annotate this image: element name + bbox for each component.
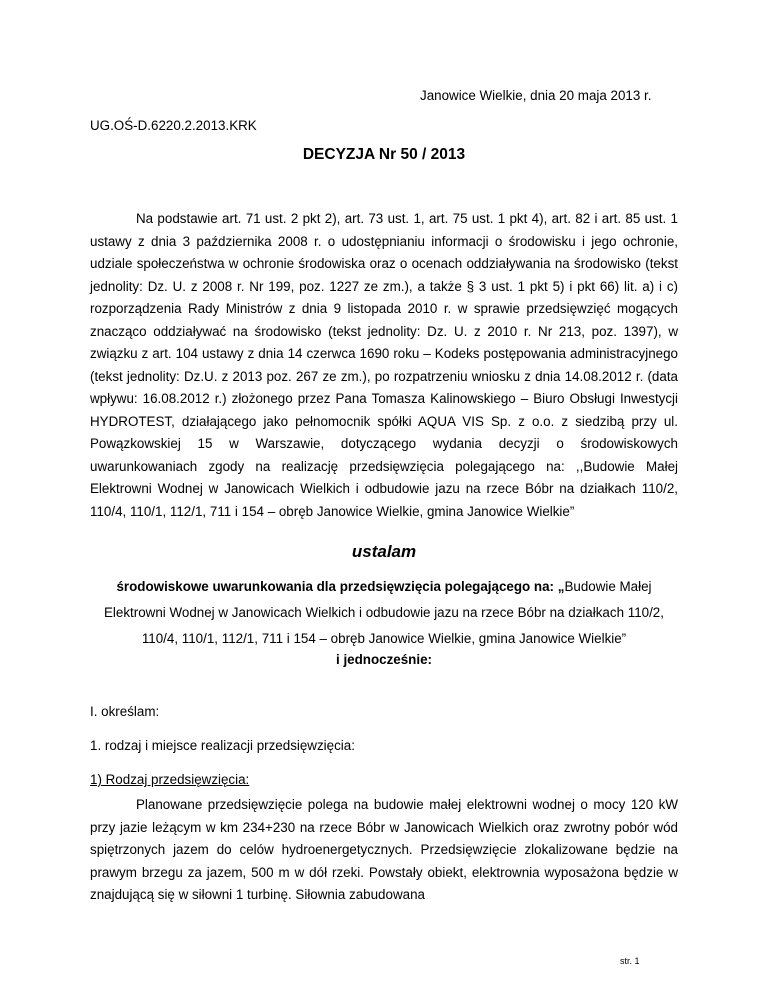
- decision-verb: ustalam: [351, 542, 417, 561]
- conditions-subject: Budowie Małej Elektrowni Wodnej w Janowicach Wielkich i odbudowie jazu na rzece Bóbr na działkach 110/2, 110/4, 110/1, 112/1, 711 i 154 – obręb Janowice Wielkie, gmina Janowice Wielkie”: [104, 579, 664, 646]
- subitem-1-heading: 1) Rodzaj przedsięwzięcia:: [90, 772, 250, 787]
- decision-title: DECYZJA Nr 50 / 2013: [302, 146, 466, 163]
- page-number: str. 1: [620, 956, 640, 966]
- project-description-paragraph: Planowane przedsięwzięcie polega na budowie małej elektrowni wodnej o mocy 120 kW przy jazie leżącym w km 234+230 na rzece Bóbr w Janowicach Wielkich oraz zwrotny pobór wód spiętrzonych jazem do celów hydroenergetycznych. Przedsięwzięcie zlokalizowane będzie na prawym brzegu za jazem, 500 m w dół rzeki. Powstały obiekt, elektrownia wyposażona będzie w znajdującą się w siłowni 1 turbinę. Siłownia zabudowana: [90, 797, 678, 902]
- conditions-lead: środowiskowe uwarunkowania dla przedsięwzięcia polegającego na: „: [116, 579, 565, 594]
- place-and-date: Janowice Wielkie, dnia 20 maja 2013 r.: [420, 88, 652, 103]
- conditions-statement: [90, 574, 678, 652]
- item-1-heading: 1. rodzaj i miejsce realizacji przedsięwzięcia:: [90, 738, 355, 753]
- case-reference-number: UG.OŚ-D.6220.2.2013.KRK: [90, 118, 257, 133]
- simultaneously-heading: i jednocześnie:: [336, 652, 432, 667]
- legal-basis-paragraph: Na podstawie art. 71 ust. 2 pkt 2), art. 73 ust. 1, art. 75 ust. 1 pkt 4), art. 82 i art. 85 ust. 1 ustawy z dnia 3 października 2008 r. o udostępnianiu informacji o środowisku i jego ochronie, udziale społeczeństwa w ochronie środowiska oraz o ocenach oddziaływania na środowisko (tekst jednolity: Dz. U. z 2008 r. Nr 199, poz. 1227 ze zm.), a także § 3 ust. 1 pkt 5) i pkt 66) lit. a) i c) rozporządzenia Rady Ministrów z dnia 9 listopada 2010 r. w sprawie przedsięwzięć mogących znacząco oddziaływać na środowisko (tekst jednolity: Dz. U. z 2010 r. Nr 213, poz. 1397), w związku z art. 104 ustawy z dnia 14 czerwca 1690 roku – Kodeks postępowania administracyjnego (tekst jednolity: Dz.U. z 2013 poz. 267 ze zm.), po rozpatrzeniu wniosku z dnia 14.08.2012 r. (data wpływu: 16.08.2012 r.) złożonego przez Pana Tomasza Kalinowskiego – Biuro Obsługi Inwestycji HYDROTEST, działającego jako pełnomocnik spółki AQUA VIS Sp. z o.o. z siedzibą przy ul. Powązkowskiej 15 w Warszawie, dotyczącego wydania decyzji o środowiskowych uwarunkowaniach zgody na realizację przedsięwzięcia polegającego na: ,,Budowie Małej Elektrowni Wodnej w Janowicach Wielkich i odbudowie jazu na rzece Bóbr na działkach 110/2, 110/4, 110/1, 112/1, 711 i 154 – obręb Janowice Wielkie, gmina Janowice Wielkie”: [90, 211, 678, 519]
- section-i-heading: I. określam:: [90, 704, 160, 719]
